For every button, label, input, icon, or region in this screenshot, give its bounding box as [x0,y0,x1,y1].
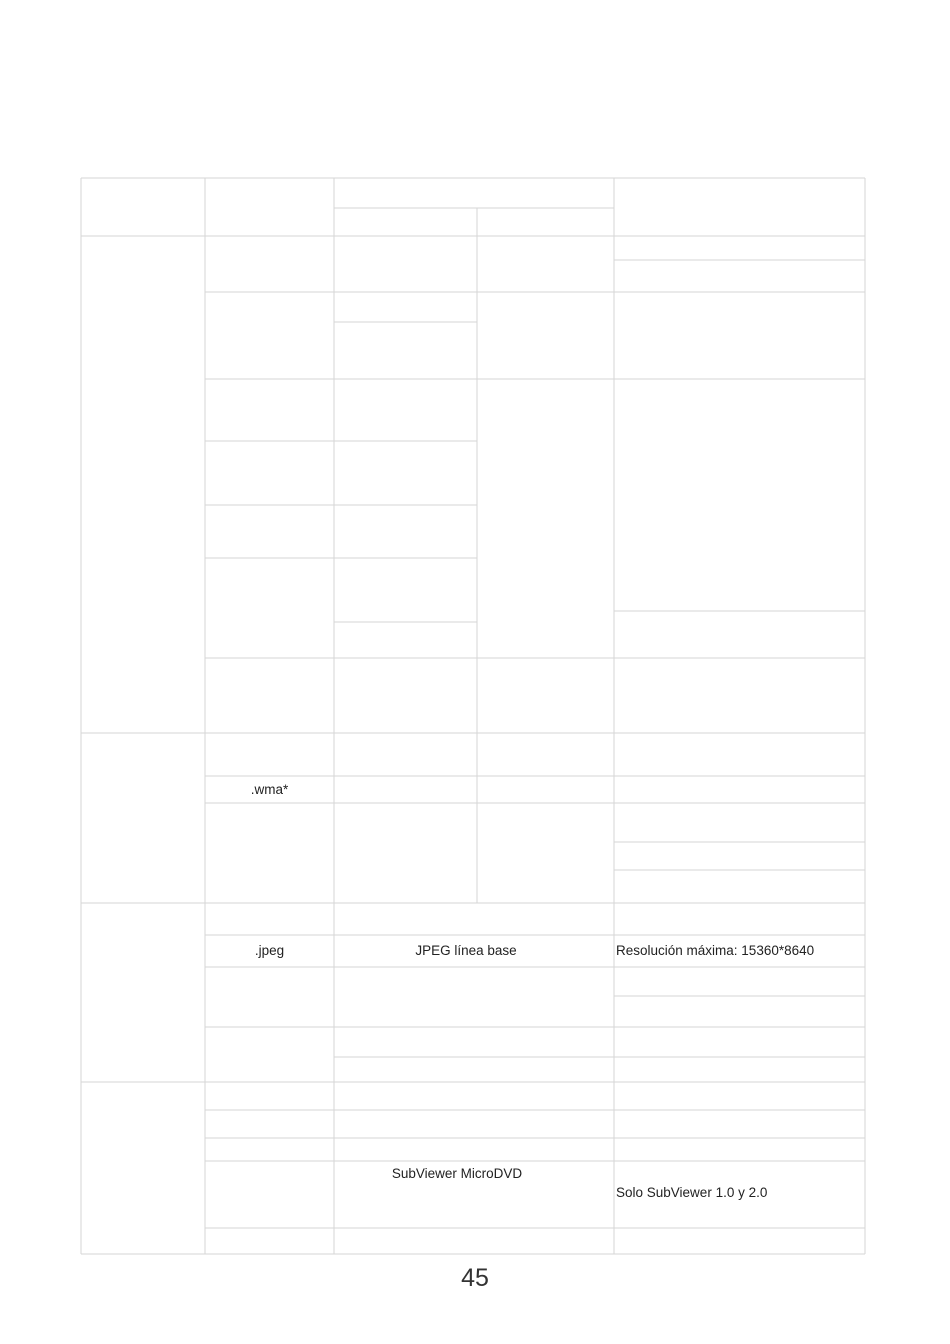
jpeg-codec-cell: JPEG línea base [415,943,517,958]
jpeg-note-cell: Resolución máxima: 15360*8640 [616,943,815,958]
wma-extension-cell: .wma* [250,782,289,797]
subtitle-formats-cell: SubViewer MicroDVD [391,1166,523,1181]
jpeg-extension-cell: .jpeg [254,943,285,958]
subtitle-note-cell: Solo SubViewer 1.0 y 2.0 [616,1185,768,1200]
page-number: 45 [461,1264,489,1292]
